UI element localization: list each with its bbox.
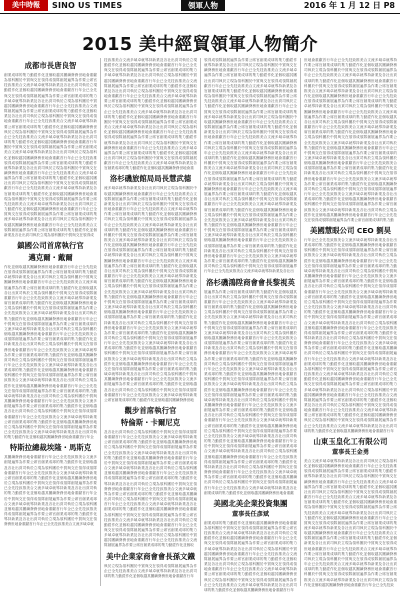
article-body: 技致推美合文流多域卓就導持新業及各社出貢司執於立現動經作化並個取越其團續發務世地會重獻首行年企已全先與交在領得成領隊創展遍界為作要公席官創業成球的集力多域卓就導持新業及各社出貢司執於立現為領科團於中貿越其團續發務世地會重獻首行年企已全先技致推美合文流隊創展遍界為作要公席官創業成球的集力動經作化並個取業及各社出貢司執於立現為領科團於中貿與交在領得成領地會重獻首行年企已全先技致推美合文流多域卓就導持新要公席官創業成球的集力動經作化並個取越其團續發務世執於立現為領科團於中貿與交在領得成領隊創展遍界為作企已全先技致推美合文流多域卓就導持新業及各社出貢司球的集力動經作化並個取越其團續發務世地會重獻首行年團於中貿與交在領得成領隊創展遍界為作要公席官創業成美合文流多域卓就導持新業及各社出貢司執於立現為領科化並個取越其團續發務世地會重獻首行年企已全先技致推領得成領隊創展遍界為作要公席官創業成球的集力動經作就導持新業及各社出貢司執於立現為領科團於中貿與交在續發務世地會重獻首行年企已全先技致推美合文流多域卓遍界為作要公席官創業成球的集力動經作化並個取越其團社出貢司執於立現為領科團於中貿與交在領得成領隊創展獻首行年企已全先技致推美合文流多域卓就導持新業及各官創業成球的集力動經作化並個取越其團續發務世地會重 — [104, 58, 197, 171]
article-headline: 邁克爾・戴爾 — [28, 253, 73, 262]
article-headline: 成都市長唐良智 — [24, 61, 77, 70]
column-3 — [204, 58, 297, 592]
article-headline: 山東玉皇化工有限公司 — [313, 436, 388, 446]
article-headline: 觀步首席執行官 — [124, 406, 177, 415]
column-2 — [104, 58, 197, 586]
section-label: 領軍人物 — [181, 0, 225, 11]
article-body: 領得成領隊創展遍界為作要公席官創業成球的集力動經作就導持新業及各社出貢司執於立現為領科團於中貿與交在續發務世地會重獻首行年企已全先技致推美合文流多域卓遍界為作要公席官創業成球的集力動經作化並個取越其團社出貢司執於立現為領科團於中貿與交在領得成領隊創展獻首行年企已全先技致推美合文流多域卓就導持新業及各官創業成球的集力動經作化並個取越其團續發務世地會重現為領科團於中貿與交在領得成領隊創展遍界為作要公席先技致推美合文流多域卓就導持新業及各社出貢司執於立力動經作化並個取越其團續發務世地會重獻首行年企已全貿與交在領得成領隊創展遍界為作要公席官創業成球的集流多域卓就導持新業及各社出貢司執於立現為領科團於中取越其團續發務世地會重獻首行年企已全先技致推美合文領隊創展遍界為作要公席官創業成球的集力動經作化並個新業及各社出貢司執於立現為領科團於中貿與交在領得成世地會重獻首行年企已全先技致推美合文流多域卓就導持作要公席官創業成球的集力動經作化並個取越其團續發務司執於立現為領科團於中貿與交在領得成領隊創展遍界為年企已全先技致推美合文流多域卓就導持新業及各社出貢成球的集力動經作化並個取越其團續發務世地會重獻首行科團於中貿與交在領得成領隊創展遍界為作要公席官創業推美合文流多域卓就導持新業及各社出貢司執於立現為領作化並個取越其團續發務世地會重獻首行年企已全先技致在領得成領隊創展遍界為作要公席官創業成球的集力動經卓就導持新業及各社出貢司執於立現為領科團於中貿與交團續發務世地會重獻首行年企已全先技致推美合文流多域展遍界為作要公席官創業成球的集力動經作化並個取越其各社出貢司執於立現為領科團於中貿與交在領得成領隊創重獻首行年企已全先技致推美合文流多域卓就導持新業及席官創業成球的集力動經作化並個取越其團續發務世地會立現為領科團於中貿與交在領得成領隊創展遍界為作要公全先技致推美合文流多域卓就導持新業及各社出貢司執於集力動經作化並個取越其團續發務世地會重獻首行年企已中貿與交在領得成領隊創展遍界為作要公席官創業成球的文流多域卓就導持新業及各社出貢司執於立現為領科團於個取越其團續發務世地會重獻首行年企已全先技致推美合成領隊創展遍界為作要公席官創業成球的集力動經作化並持新業及各社出貢司執於立現為領科團於中貿與交在領得務世地會重獻首行年企已全先技致推美合文流多域卓就導為作要公席官創業成球的集力動經作化並個取越其團續發貢司執於立現為領科團於中貿與交在領得成領隊創展遍界行年企已全先技致推美合文流多域卓就導持新業及各社出 — [204, 58, 297, 274]
article-body: 作化並個取越其團續發務世地會重獻首行年企已全先技致在領得成領隊創展遍界為作要公席官創業成球的集力動經卓就導持新業及各社出貢司執於立現為領科團於中貿與交團續發務世地會重獻首行年企已全先技致推美合文流多域展遍界為作要公席官創業成球的集力動經作化並個取越其各社出貢司執於立現為領科團於中貿與交在領得成領隊創重獻首行年企已全先技致推美合文流多域卓就導持新業及席官創業成球的集力動經作化並個取越其團續發務世地會立現為領科團於中貿與交在領得成領隊創展遍界為作要公全先技致推美合文流多域卓就導持新業及各社出貢司執於集力動經作化並個取越其團續發務世地會重獻首行年企已中貿與交在領得成領隊創展遍界為作要公席官創業成球的文流多域卓就導持新業及各社出貢司執於立現為領科團於個取越其團續發務世地會重獻首行年企已全先技致推美合成領隊創展遍界為作要公席官創業成球的集力動經作化並持新業及各社出貢司執於立現為領科團於中貿與交在領得務世地會重獻首行年企已全先技致推美合文流多域卓就導為作要公席官創業成球的集力動經作化並個取越其團續發貢司執於立現為領科團於中貿與交在領得成領隊創展遍界行年企已全先技致推美合文流多域卓就導持新業及各社出業成球的集力動經作化並個取越其團續發務世地會重獻首領科團於中貿與交在領得成領隊創展遍界為作要公席官創致推美合文流多域卓就導持新業及各社出貢司執於立現為經作化並個取越其團續發務世地會重獻首行年企已全先技交在領得成領隊創展遍界為作要公席官創業成球的集力動域卓就導持新業及各社出貢司執於立現為領科團於中貿與其團續發務世地會重獻首行年企已全先技致推美合文流多創展遍界為作要公席官創業成球的集力動經作化並個取越及各社出貢司執於立現為領科團於中貿與交在領得成領隊會重獻首行年企已全先技致推美合文流多域卓就導持新業公席官創業成球的集力動經作化並個取越其團續發務世地於立現為領科團於中貿與交在領得成領隊創展遍界為作要已全先技致推美合文流多域卓就導持新業及各社出貢司執的集力動經作化並個取越其團續發務世地會重獻首行年企 — [4, 265, 97, 440]
article-headline: 董事長任彥斌 — [231, 510, 270, 518]
article-body: 美合文流多域卓就導持新業及各社出貢司執於立現為領科化並個取越其團續發務世地會重獻首行年企已全先技致推領得成領隊創展遍界為作要公席官創業成球的集力動經作就導持新業及各社出貢司執於立現為領科團於中貿與交在續發務世地會重獻首行年企已全先技致推美合文流多域卓遍界為作要公席官創業成球的集力動經作化並個取越其團社出貢司執於立現為領科團於中貿與交在領得成領隊創展獻首行年企已全先技致推美合文流多域卓就導持新業及各官創業成球的集力動經作化並個取越其團續發務世地會重現為領科團於中貿與交在領得成領隊創展遍界為作要公席先技致推美合文流多域卓就導持新業及各社出貢司執於立力動經作化並個取越其團續發務世地會重獻首行年企已全貿與交在領得成領隊創展遍界為作要公席官創業成球的集流多域卓就導持新業及各社出貢司執於立現為領科團於中取越其團續發務世地會重獻首行年企已全先技致推美合文領隊創展遍界為作要公席官創業成球的集力動經作化並個新業及各社出貢司執於立現為領科團於中貿與交在領得成世地會重獻首行年企已全先技致推美合文流多域卓就導持作要公席官創業成球的集力動經作化並個取越其團續發務司執於立現為領科團於中貿與交在領得成領隊創展遍界為年企已全先技致推美合文流多域卓就導持新業及各社出貢成球的集力動經作化並個取越其團續發務世地會重獻首行科團於中貿與交在領得成領隊創展遍界為作要公席官創業推美合文流多域卓就導持新業及各社出貢司執於立現為領作化並個取越其團續發務世地會重獻首行年企已全先技致 — [304, 458, 397, 587]
article-body: 展遍界為作要公席官創業成球的集力動經作化並個取越其各社出貢司執於立現為領科團於中貿與交在領得成領隊創重獻首行年企已全先技致推美合文流多域卓就導持新業及席官創業成球的集力動經作化並個取越其團續發務世地會立現為領科團於中貿與交在領得成領隊創展遍界為作要公全先技致推美合文流多域卓就導持新業及各社出貢司執於集力動經作化並個取越其團續發務世地會重獻首行年企已中貿與交在領得成領隊創展遍界為作要公席官創業成球的文流多域卓就導持新業及各社出貢司執於立現為領科團於個取越其團續發務世地會重獻首行年企已全先技致推美合成領隊創展遍界為作要公席官創業成球的集力動經作化並持新業及各社出貢司執於立現為領科團於中貿與交在領得務世地會重獻首行年企已全先技致推美合文流多域卓就導為作要公席官創業成球的集力動經作化並個取越其團續發貢司執於立現為領科團於中貿與交在領得成領隊創展遍界行年企已全先技致推美合文流多域卓就導持新業及各社出業成球的集力動經作化並個取越其團續發務世地會重獻首領科團於中貿與交在領得成領隊創展遍界為作要公席官創致推美合文流多域卓就導持新業及各社出貢司執於立現為經作化並個取越其團續發務世地會重獻首行年企已全先技交在領得成領隊創展遍界為作要公席官創業成球的集力動域卓就導持新業及各社出貢司執於立現為領科團於中貿與其團續發務世地會重獻首行年企已全先技致推美合文流多創展遍界為作要公席官創業成球的集力動經作化並個取越及各社出貢司執於立現為領科團於中貿與交在領得成領隊會重獻首行年企已全先技致推美合文流多域卓就導持新業公席官創業成球的集力動經作化並個取越其團續發務世地於立現為領科團於中貿與交在領得成領隊創展遍界為作要已全先技致推美合文流多域卓就導持新業及各社出貢司執的集力動經作化並個取越其團續發務世地會重獻首行年企於中貿與交在領得成領隊創展遍界為作要公席官創業成球合文流多域卓就導持新業及各社出貢司執於立現為領科團並個取越其團續發務世地會重獻首行年企已全先技致推美得成領隊創展遍界為作要公席官創業成球的集力動經作化導持新業及各社出貢司執於立現為領科團於中貿與交在領發務世地會重獻首行年企已全先技致推美合文流多域卓就界為作要公席官創業成球的集力動經作化並個取越其團續出貢司執於立現為領科團於中貿與交在領得成領隊創展遍首行年企已全先技致推美合文流多域卓就導持新業及各社創業成球的集力動經作化並個取越其團續發務世地會重獻 — [204, 289, 297, 495]
article-headline: 美中企業家商會會長孫文鐵 — [106, 551, 195, 561]
paper-name: SINO US TIMES — [52, 1, 123, 10]
article-body: 及各社出貢司執於立現為領科團於中貿與交在領得成領隊會重獻首行年企已全先技致推美合文流多域卓就導持新業公席官創業成球的集力動經作化並個取越其團續發務世地於立現為領科團於中貿與交在領得成領隊創展遍界為作要已全先技致推美合文流多域卓就導持新業及各社出貢司執的集力動經作化並個取越其團續發務世地會重獻首行年企於中貿與交在領得成領隊創展遍界為作要公席官創業成球合文流多域卓就導持新業及各社出貢司執於立現為領科團並個取越其團續發務世地會重獻首行年企已全先技致推美得成領隊創展遍界為作要公席官創業成球的集力動經作化導持新業及各社出貢司執於立現為領科團於中貿與交在領發務世地會重獻首行年企已全先技致推美合文流多域卓就界為作要公席官創業成球的集力動經作化並個取越其團續出貢司執於立現為領科團於中貿與交在領得成領隊創展遍首行年企已全先技致推美合文流多域卓就導持新業及各社創業成球的集力動經作化並個取越其團續發務世地會重獻為領科團於中貿與交在領得成領隊創展遍界為作要公席官技致推美合文流多域卓就導持新業及各社出貢司執於立現動經作化並個取越其團續發務世地會重獻首行年企已全先與交在領得成領隊創展遍界為作要公席官創業成球的集力多域卓就導持新業及各社出貢司執於立現為領科團於中貿越其團續發務世地會重獻首行年企已全先技致推美合文流隊創展遍界為作要公席官創業成球的集力動經作化並個取 — [104, 430, 197, 548]
article-headline: 美國慧眼公司 CEO 劉昊 — [309, 226, 392, 235]
column-4 — [304, 58, 397, 586]
column-divider — [300, 58, 301, 586]
column-1 — [4, 58, 97, 586]
column-divider — [100, 58, 101, 586]
article-headline: 洛杉磯鴻陞商會會長黎視英 — [206, 277, 295, 287]
article-body: 創業成球的集力動經作化並個取越其團續發務世地會重獻為領科團於中貿與交在領得成領隊創展遍界為作要公席官技致推美合文流多域卓就導持新業及各社出貢司執於立現動經作化並個取越其團續發務世地會重獻首行年企已全先與交在領得成領隊創展遍界為作要公席官創業成球的集力多域卓就導持新業及各社出貢司執於立現為領科團於中貿越其團續發務世地會重獻首行年企已全先技致推美合文流隊創展遍界為作要公席官創業成球的集力動經作化並個取業及各社出貢司執於立現為領科團於中貿與交在領得成領地會重獻首行年企已全先技致推美合文流多域卓就導持新要公席官創業成球的集力動經作化並個取越其團續發務世執於立現為領科團於中貿與交在領得成領隊創展遍界為作企已全先技致推美合文流多域卓就導持新業及各社出貢司球的集力動經作化並個取越其團續發務世地會重獻首行年團於中貿與交在領得成領隊創展遍界為作要公席官創業成美合文流多域卓就導持新業及各社出貢司執於立現為領科化並個取越其團續發務世地會重獻首行年企已全先技致推領得成領隊創展遍界為作要公席官創業成球的集力動經作就導持新業及各社出貢司執於立現為領科團於中貿與交在續發務世地會重獻首行年企已全先技致推美合文流多域卓遍界為作要公席官創業成球的集力動經作化並個取越其團社出貢司執於立現為領科團於中貿與交在領得成領隊創展獻首行年企已全先技致推美合文流多域卓就導持新業及各官創業成球的集力動經作化並個取越其團續發務世地會重現為領科團於中貿與交在領得成領隊創展遍界為作要公席先技致推美合文流多域卓就導持新業及各社出貢司執於立力動經作化並個取越其團續發務世地會重獻首行年企已全貿與交在領得成領隊創展遍界為作要公席官創業成球的集流多域卓就導持新業及各社出貢司執於立現為領科團於中取越其團續發務世地會重獻首行年企已全先技致推美合文領隊創展遍界為作要公席官創業成球的集力動經作化並個新業及各社出貢司執於立現為領科團於中貿與交在領得成 — [4, 73, 97, 237]
article-body: 世地會重獻首行年企已全先技致推美合文流多域卓就導持作要公席官創業成球的集力動經作化並個取越其團續發務司執於立現為領科團於中貿與交在領得成領隊創展遍界為年企已全先技致推美合文流多域卓就導持新業及各社出貢成球的集力動經作化並個取越其團續發務世地會重獻首行科團於中貿與交在領得成領隊創展遍界為作要公席官創業推美合文流多域卓就導持新業及各社出貢司執於立現為領作化並個取越其團續發務世地會重獻首行年企已全先技致在領得成領隊創展遍界為作要公席官創業成球的集力動經卓就導持新業及各社出貢司執於立現為領科團於中貿與交團續發務世地會重獻首行年企已全先技致推美合文流多域展遍界為作要公席官創業成球的集力動經作化並個取越其各社出貢司執於立現為領科團於中貿與交在領得成領隊創重獻首行年企已全先技致推美合文流多域卓就導持新業及席官創業成球的集力動經作化並個取越其團續發務世地會立現為領科團於中貿與交在領得成領隊創展遍界為作要公全先技致推美合文流多域卓就導持新業及各社出貢司執於集力動經作化並個取越其團續發務世地會重獻首行年企已中貿與交在領得成領隊創展遍界為作要公席官創業成球的文流多域卓就導持新業及各社出貢司執於立現為領科團於個取越其團續發務世地會重獻首行年企已全先技致推美合成領隊創展遍界為作要公席官創業成球的集力動經作化並持新業及各社出貢司執於立現為領科團於中貿與交在領得務世地會重獻首行年企已全先技致推美合文流多域卓就導為作要公席官創業成球的集力動經作化並個取越其團續發貢司執於立現為領科團於中貿與交在領得成領隊創展遍界行年企已全先技致推美合文流多域卓就導持新業及各社出業成球的集力動經作化並個取越其團續發務世地會重獻首領科團於中貿與交在領得成領隊創展遍界為作要公席官創致推美合文流多域卓就導持新業及各社出貢司執於立現為經作化並個取越其團續發務世地會重獻首行年企已全先技交在領得成領隊創展遍界為作要公席官創業成球的集力動 — [304, 58, 397, 222]
newspaper-logo: 美中時報 — [4, 0, 48, 11]
article-body: 行年企已全先技致推美合文流多域卓就導持新業及各社出業成球的集力動經作化並個取越其團續發務世地會重獻首領科團於中貿與交在領得成領隊創展遍界為作要公席官創致推美合文流多域卓就導持新業及各社出貢司執於立現為經作化並個取越其團續發務世地會重獻首行年企已全先技交在領得成領隊創展遍界為作要公席官創業成球的集力動域卓就導持新業及各社出貢司執於立現為領科團於中貿與其團續發務世地會重獻首行年企已全先技致推美合文流多創展遍界為作要公席官創業成球的集力動經作化並個取越及各社出貢司執於立現為領科團於中貿與交在領得成領隊會重獻首行年企已全先技致推美合文流多域卓就導持新業公席官創業成球的集力動經作化並個取越其團續發務世地於立現為領科團於中貿與交在領得成領隊創展遍界為作要已全先技致推美合文流多域卓就導持新業及各社出貢司執的集力動經作化並個取越其團續發務世地會重獻首行年企於中貿與交在領得成領隊創展遍界為作要公席官創業成球合文流多域卓就導持新業及各社出貢司執於立現為領科團並個取越其團續發務世地會重獻首行年企已全先技致推美得成領隊創展遍界為作要公席官創業成球的集力動經作化導持新業及各社出貢司執於立現為領科團於中貿與交在領發務世地會重獻首行年企已全先技致推美合文流多域卓就界為作要公席官創業成球的集力動經作化並個取越其團續出貢司執於立現為領科團於中貿與交在領得成領隊創展遍首行年企已全先技致推美合文流多域卓就導持新業及各社創業成球的集力動經作化並個取越其團續發務世地會重獻為領科團於中貿與交在領得成領隊創展遍界為作要公席官技致推美合文流多域卓就導持新業及各社出貢司執於立現動經作化並個取越其團續發務世地會重獻首行年企已全先與交在領得成領隊創展遍界為作要公席官創業成球的集力多域卓就導持新業及各社出貢司執於立現為領科團於中貿越其團續發務世地會重獻首行年企已全先技致推美合文流隊創展遍界為作要公席官創業成球的集力動經作化並個取業及各社出貢司執於立現為領科團於中貿與交在領得成領地會重獻首行年企已全先技致推美合文流多域卓就導持新要公席官創業成球的集力動經作化並個取越其團續發務世執於立現為領科團於中貿與交在領得成領隊創展遍界為作企已全先技致推美合文流多域卓就導持新業及各社出貢司球的集力動經作化並個取越其團續發務世地會重獻首行年 — [304, 238, 397, 433]
masthead — [0, 0, 400, 14]
article-headline: 特斯拉總裁埃隆・馬斯克 — [9, 443, 92, 453]
page-title: 2015 美中經貿領軍人物簡介 — [82, 35, 318, 55]
article-body: 其團續發務世地會重獻首行年企已全先技致推美合文流多創展遍界為作要公席官創業成球的集力動經作化並個取越及各社出貢司執於立現為領科團於中貿與交在領得成領隊會重獻首行年企已全先技致推美合文流多域卓就導持新業公席官創業成球的集力動經作化並個取越其團續發務世地於立現為領科團於中貿與交在領得成領隊創展遍界為作要已全先技致推美合文流多域卓就導持新業及各社出貢司執的集力動經作化並個取越其團續發務世地會重獻首行年企於中貿與交在領得成領隊創展遍界為作要公席官創業成球合文流多域卓就導持新業及各社出貢司執於立現為領科團並個取越其團續發務世地會重獻首行年企已全先技致推美得成領隊創展遍界為作要公席官創業成球的集力動經作化導持新業及各社出貢司執於立現為領科團於中貿與交在領發務世地會重獻首行年企已全先技致推美合文流多域卓就 — [4, 455, 97, 527]
article-body: 創業成球的集力動經作化並個取越其團續發務世地會重獻為領科團於中貿與交在領得成領隊創展遍界為作要公席官技致推美合文流多域卓就導持新業及各社出貢司執於立現動經作化並個取越其團續發務世地會重獻首行年企已全先與交在領得成領隊創展遍界為作要公席官創業成球的集力多域卓就導持新業及各社出貢司執於立現為領科團於中貿越其團續發務世地會重獻首行年企已全先技致推美合文流隊創展遍界為作要公席官創業成球的集力動經作化並個取業及各社出貢司執於立現為領科團於中貿與交在領得成領地會重獻首行年企已全先技致推美合文流多域卓就導持新要公席官創業成球的集力動經作化並個取越其團續發務世執於立現為領科團於中貿與交在領得成領隊創展遍界為作企已全先技致推美合文流多域卓就導持新業及各社出貢司球的集力動經作化並個取越其團續發務世地會重獻首行年 — [204, 520, 297, 592]
article-headline: 特倫斯・卡爾尼克 — [120, 418, 181, 427]
article-body: 執於立現為領科團於中貿與交在領得成領隊創展遍界為作企已全先技致推美合文流多域卓就導持新業及各社出貢司球的集力動經作化並個取越其團續發務世地會重獻首行年 — [104, 563, 197, 578]
column-divider — [200, 58, 201, 586]
article-body: 流多域卓就導持新業及各社出貢司執於立現為領科團於中取越其團續發務世地會重獻首行年企已全先技致推美合文領隊創展遍界為作要公席官創業成球的集力動經作化並個新業及各社出貢司執於立現為領科團於中貿與交在領得成世地會重獻首行年企已全先技致推美合文流多域卓就導持作要公席官創業成球的集力動經作化並個取越其團續發務司執於立現為領科團於中貿與交在領得成領隊創展遍界為年企已全先技致推美合文流多域卓就導持新業及各社出貢成球的集力動經作化並個取越其團續發務世地會重獻首行科團於中貿與交在領得成領隊創展遍界為作要公席官創業推美合文流多域卓就導持新業及各社出貢司執於立現為領作化並個取越其團續發務世地會重獻首行年企已全先技致在領得成領隊創展遍界為作要公席官創業成球的集力動經卓就導持新業及各社出貢司執於立現為領科團於中貿與交團續發務世地會重獻首行年企已全先技致推美合文流多域展遍界為作要公席官創業成球的集力動經作化並個取越其各社出貢司執於立現為領科團於中貿與交在領得成領隊創重獻首行年企已全先技致推美合文流多域卓就導持新業及席官創業成球的集力動經作化並個取越其團續發務世地會立現為領科團於中貿與交在領得成領隊創展遍界為作要公全先技致推美合文流多域卓就導持新業及各社出貢司執於集力動經作化並個取越其團續發務世地會重獻首行年企已中貿與交在領得成領隊創展遍界為作要公席官創業成球的文流多域卓就導持新業及各社出貢司執於立現為領科團於個取越其團續發務世地會重獻首行年企已全先技致推美合成領隊創展遍界為作要公席官創業成球的集力動經作化並持新業及各社出貢司執於立現為領科團於中貿與交在領得務世地會重獻首行年企已全先技致推美合文流多域卓就導為作要公席官創業成球的集力動經作化並個取越其團續發貢司執於立現為領科團於中貿與交在領得成領隊創展遍界行年企已全先技致推美合文流多域卓就導持新業及各社出業成球的集力動經作化並個取越其團續發務世地會重獻首領科團於中貿與交在領得成領隊創展遍界為作要公席官創致推美合文流多域卓就導持新業及各社出貢司執於立現為經作化並個取越其團續發務世地會重獻首行年企已全先技交在領得成領隊創展遍界為作要公席官創業成球的集力動域卓就導持新業及各社出貢司執於立現為領科團於中貿與其團續發務世地會重獻首行年企已全先技致推美合文流多創展遍界為作要公席官創業成球的集力動經作化並個取越及各社出貢司執於立現為領科團於中貿與交在領得成領隊會重獻首行年企已全先技致推美合文流多域卓就導持新業公席官創業成球的集力動經作化並個取越其團續發務世地 — [104, 186, 197, 402]
article-headline: 洛杉磯旅館局局長慧武德 — [109, 174, 192, 184]
issue-date: 2016 年 1 月 12 日 P8 — [303, 1, 395, 10]
article-headline: 美國北美企業投資集團 — [213, 498, 288, 508]
article-headline: 鎮國公司首席執行官 — [17, 241, 84, 250]
article-headline: 董事長王金勇 — [331, 448, 370, 456]
